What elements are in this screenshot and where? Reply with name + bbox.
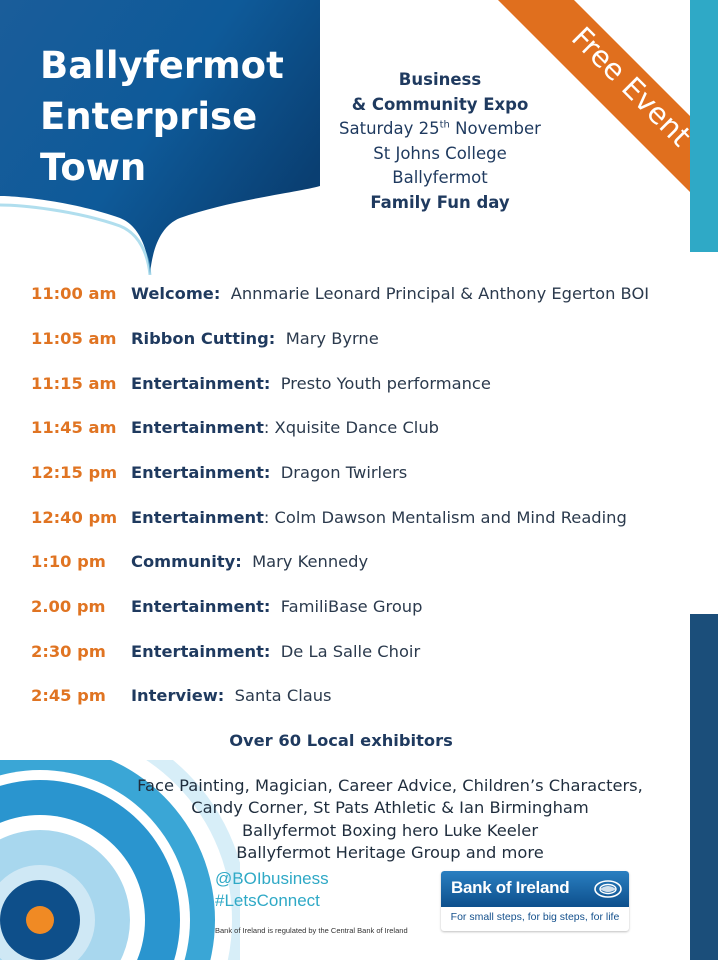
schedule-time: 11:15 am [31,374,117,393]
schedule-item: Entertainment: Colm Dawson Mentalism and Mind Reading [131,508,627,527]
regulatory-note: Bank of Ireland is regulated by the Central Bank of Ireland [215,926,408,935]
activities-line: Face Painting, Magician, Career Advice, Children’s Characters, [137,776,643,795]
event-tagline: Family Fun day [370,192,510,212]
activities-list [100,775,680,865]
schedule-item: Entertainment: Dragon Twirlers [131,463,408,482]
social-links [215,868,329,912]
event-line: & Community Expo [351,94,529,114]
schedule-time: 2:30 pm [31,642,106,661]
bank-logo-icon [594,880,622,898]
bank-tagline: For small steps, for big steps, for life [450,911,620,923]
schedule-row [0,597,718,621]
title-line: Ballyfermot [40,44,284,87]
bank-name: Bank of Ireland [451,878,570,897]
free-event-label: Free Event [565,20,698,153]
schedule-row [0,508,718,532]
event-line: Business [398,70,482,89]
activities-line: Ballyfermot Boxing hero Luke Keeler [241,820,539,840]
schedule-time: 12:15 pm [31,463,118,482]
schedule-row [0,418,718,442]
schedule-time: 2:45 pm [31,686,106,705]
schedule-time: 11:45 am [31,418,117,437]
schedule-row [0,463,718,487]
schedule-row [0,642,718,666]
schedule-row [0,284,718,308]
exhibitors-heading: Over 60 Local exhibitors [229,731,453,750]
activities-line: Ballyfermot Heritage Group and more [236,843,544,863]
schedule-time: 11:00 am [31,284,117,303]
event-date: Saturday 25th November [339,119,541,138]
activities-line: Candy Corner, St Pats Athletic & Ian Birmingham [191,798,589,818]
schedule-item: Entertainment: Xquisite Dance Club [131,418,439,437]
schedule-item: Community: Mary Kennedy [131,552,369,571]
schedule-item: Ribbon Cutting: Mary Byrne [131,329,379,348]
schedule-row [0,552,718,576]
schedule-item: Entertainment: FamiliBase Group [131,597,423,616]
schedule-item: Welcome: Annmarie Leonard Principal & Anthony Egerton BOI [131,284,650,303]
bank-of-ireland-logo [441,871,629,931]
title-line: Enterprise [40,95,258,138]
schedule-time: 2.00 pm [31,597,106,616]
schedule-time: 11:05 am [31,329,117,348]
title-line: Town [40,146,147,189]
twitter-handle[interactable]: @BOIbusiness [215,869,329,888]
schedule-row [0,374,718,398]
schedule-item: Entertainment: Presto Youth performance [131,374,491,393]
schedule-time: 12:40 pm [31,508,118,527]
hashtag[interactable]: #LetsConnect [215,891,320,910]
schedule-item: Interview: Santa Claus [131,686,332,705]
logo-header [441,871,629,907]
schedule-time: 1:10 pm [31,552,106,571]
event-venue: St Johns College Ballyfermot [373,143,507,187]
free-event-banner [0,0,718,260]
schedule-item: Entertainment: De La Salle Choir [131,642,421,661]
schedule-row [0,329,718,353]
schedule-row [0,686,718,710]
